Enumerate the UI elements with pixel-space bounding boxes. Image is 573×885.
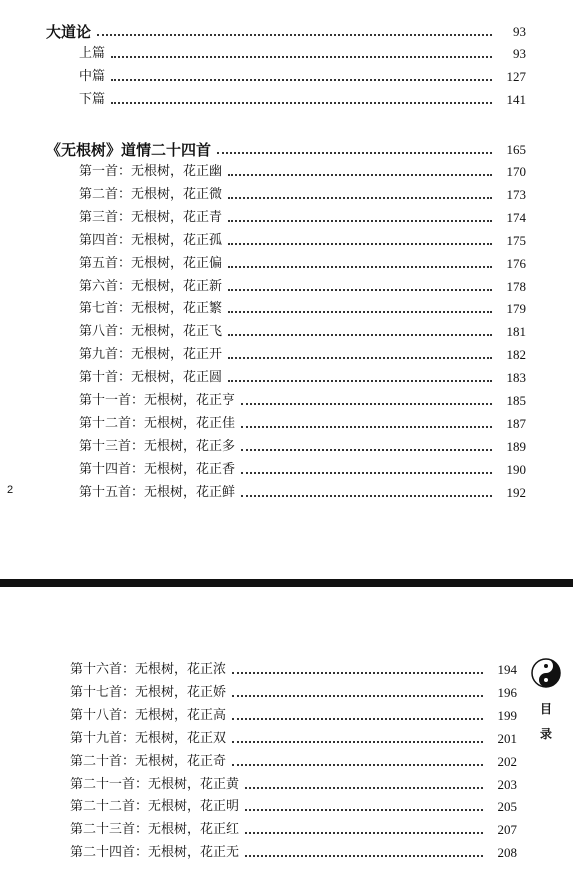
toc-item-title: 第十三首：无根树，花正多 — [79, 438, 236, 454]
toc-item[interactable] — [70, 843, 517, 863]
toc-page-number: 196 — [497, 684, 517, 700]
toc-page-number: 199 — [497, 707, 517, 723]
leader-dots — [228, 334, 492, 336]
leader-dots — [241, 403, 492, 405]
toc-item-title: 第十四首：无根树，花正香 — [79, 461, 236, 477]
toc-item-title: 第二十首：无根树，花正奇 — [70, 753, 227, 769]
toc-item[interactable] — [79, 208, 526, 228]
leader-dots — [228, 357, 492, 359]
toc-page-number: 185 — [506, 393, 526, 408]
toc-page-number: 203 — [497, 776, 517, 792]
leader-dots — [232, 672, 483, 674]
toc-item-title: 第六首：无根树，花正新 — [79, 278, 223, 294]
side-label — [526, 658, 566, 742]
toc-page-number: 202 — [497, 753, 517, 769]
toc-item-title: 第九首：无根树，花正开 — [79, 347, 223, 363]
toc-item[interactable] — [70, 660, 517, 680]
leader-dots — [111, 79, 492, 81]
toc-item-title: 第七首：无根树，花正繁 — [79, 301, 223, 317]
leader-dots — [97, 34, 492, 36]
leader-dots — [217, 152, 492, 154]
leader-dots — [228, 220, 492, 222]
leader-dots — [111, 56, 492, 58]
toc-item[interactable] — [79, 44, 526, 64]
toc-item-title: 第三首：无根树，花正青 — [79, 209, 223, 225]
leader-dots — [245, 809, 483, 811]
toc-item-title: 第十八首：无根树，花正高 — [70, 707, 227, 723]
toc-item-title: 第二十三首：无根树，花正红 — [70, 822, 240, 838]
toc-item-title: 上篇 — [79, 46, 106, 61]
leader-dots — [228, 266, 492, 268]
toc-page-number: 207 — [497, 822, 517, 838]
leader-dots — [245, 787, 483, 789]
toc-page-number: 176 — [506, 255, 526, 271]
toc-item-title: 第四首：无根树，花正孤 — [79, 232, 223, 248]
toc-page-number: 127 — [506, 69, 526, 84]
toc-page-number: 190 — [506, 461, 526, 477]
toc-item[interactable] — [79, 231, 526, 251]
toc-item[interactable] — [79, 162, 526, 182]
toc-item[interactable] — [79, 90, 526, 110]
side-label-char: 目 — [539, 702, 552, 716]
toc-page-number: 175 — [506, 232, 526, 248]
toc-item-title: 第十九首：无根树，花正双 — [70, 730, 227, 746]
toc-item-title: 第一首：无根树，花正幽 — [79, 164, 223, 179]
toc-item[interactable] — [70, 820, 517, 840]
toc-item-title: 第十七首：无根树，花正娇 — [70, 684, 227, 700]
toc-page-number: 194 — [497, 662, 517, 677]
toc-item[interactable] — [79, 254, 526, 274]
toc-item[interactable] — [70, 797, 517, 817]
toc-item-title: 第十五首：无根树，花正鲜 — [79, 484, 236, 500]
toc-page-number: 205 — [497, 799, 517, 815]
yin-yang-icon — [531, 658, 561, 688]
toc-page-number: 187 — [506, 415, 526, 431]
toc-heading-wugenshu[interactable] — [46, 140, 526, 160]
toc-item-title: 第五首：无根树，花正偏 — [79, 255, 223, 271]
toc-page-number: 179 — [506, 301, 526, 317]
toc-item-title: 第二十四首：无根树，花正无 — [70, 845, 240, 861]
leader-dots — [241, 426, 492, 428]
toc-item[interactable] — [79, 391, 526, 411]
toc-item[interactable] — [79, 483, 526, 503]
toc-item-title: 下篇 — [79, 92, 106, 107]
leader-dots — [245, 832, 483, 834]
toc-heading-dadaolun[interactable] — [46, 22, 526, 42]
toc-heading-title: 大道论 — [46, 23, 92, 41]
toc-page-number: 208 — [497, 845, 517, 861]
toc-item[interactable] — [70, 729, 517, 749]
toc-item[interactable] — [70, 706, 517, 726]
leader-dots — [232, 764, 483, 766]
toc-item[interactable] — [70, 683, 517, 703]
toc-item[interactable] — [79, 299, 526, 319]
toc-item[interactable] — [70, 752, 517, 772]
toc-item[interactable] — [79, 185, 526, 205]
toc-item-title: 第二十二首：无根树，花正明 — [70, 799, 240, 815]
toc-page-number: 178 — [506, 278, 526, 294]
toc-page-number: 201 — [497, 730, 517, 746]
toc-item-title: 第十二首：无根树，花正佳 — [79, 415, 236, 431]
toc-item[interactable] — [79, 460, 526, 480]
toc-page-number: 183 — [506, 370, 526, 386]
toc-page-number: 181 — [506, 324, 526, 340]
toc-item-title: 第十首：无根树，花正圆 — [79, 370, 223, 386]
toc-page-number: 93 — [513, 46, 526, 61]
toc-page-number: 173 — [506, 186, 526, 202]
leader-dots — [228, 174, 492, 176]
toc-page-number: 170 — [506, 164, 526, 179]
toc-heading-title: 《无根树》道情二十四首 — [46, 141, 212, 159]
leader-dots — [245, 855, 483, 857]
page-number: 2 — [7, 484, 14, 496]
toc-item[interactable] — [79, 368, 526, 388]
leader-dots — [228, 311, 492, 313]
leader-dots — [232, 695, 483, 697]
toc-item[interactable] — [79, 67, 526, 87]
leader-dots — [232, 718, 483, 720]
leader-dots — [228, 243, 492, 245]
toc-item-title: 第二十一首：无根树，花正黄 — [70, 776, 240, 792]
toc-item-title: 第八首：无根树，花正飞 — [79, 324, 223, 340]
toc-item[interactable] — [79, 322, 526, 342]
leader-dots — [241, 472, 492, 474]
toc-page-number: 165 — [506, 142, 526, 157]
toc-item[interactable] — [79, 414, 526, 434]
leader-dots — [232, 741, 483, 743]
leader-dots — [111, 102, 492, 104]
toc-page-number: 174 — [506, 209, 526, 225]
toc-page-number: 93 — [513, 24, 526, 39]
toc-item-title: 第十一首：无根树，花正亨 — [79, 393, 236, 408]
leader-dots — [241, 449, 492, 451]
toc-item[interactable] — [79, 345, 526, 365]
page-divider — [0, 579, 573, 587]
toc-item[interactable] — [79, 437, 526, 457]
toc-item-title: 第二首：无根树，花正微 — [79, 186, 223, 202]
leader-dots — [228, 197, 492, 199]
leader-dots — [228, 380, 492, 382]
toc-item-title: 第十六首：无根树，花正浓 — [70, 662, 227, 677]
toc-page-number: 192 — [506, 484, 526, 500]
toc-page-number: 141 — [506, 92, 526, 107]
toc-page-number: 189 — [506, 438, 526, 454]
toc-item[interactable] — [79, 277, 526, 297]
toc-page-number: 182 — [506, 347, 526, 363]
leader-dots — [241, 495, 492, 497]
toc-item-title: 中篇 — [79, 69, 106, 84]
side-label-char: 录 — [539, 727, 552, 741]
toc-item[interactable] — [70, 775, 517, 795]
leader-dots — [228, 289, 492, 291]
